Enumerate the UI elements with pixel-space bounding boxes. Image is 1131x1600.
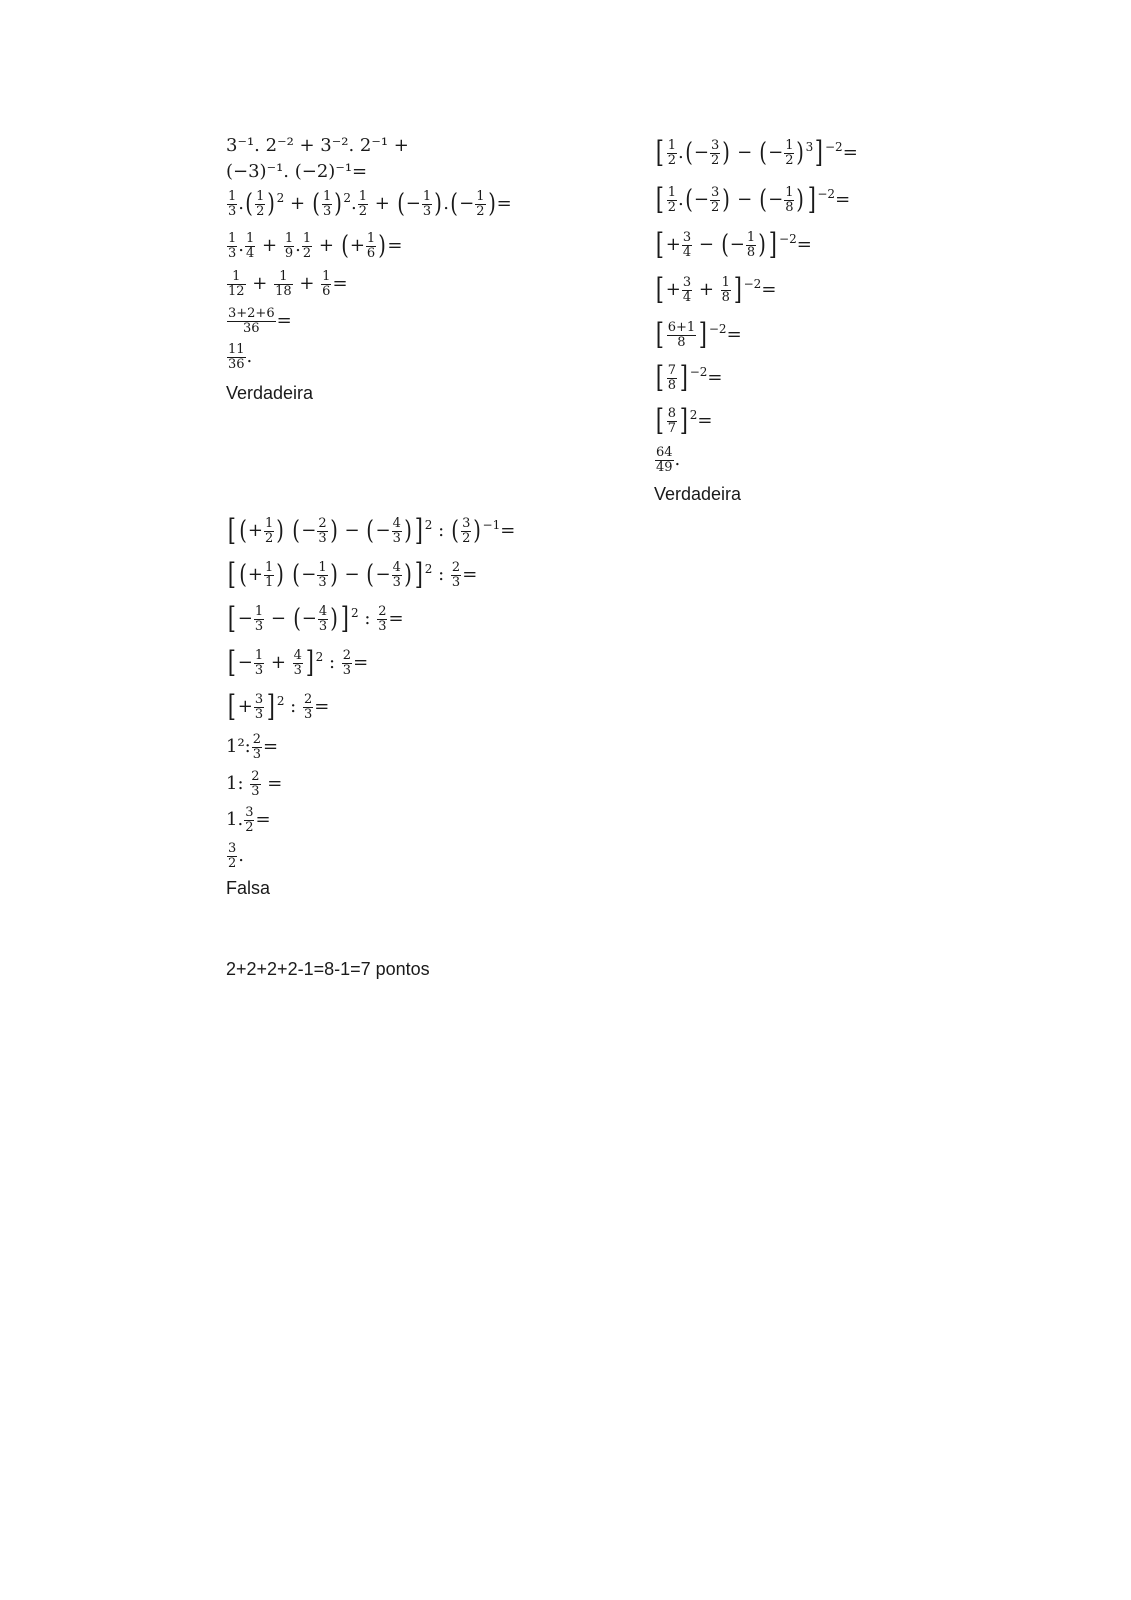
ex1-line-3: $\frac{1}{3}$ .( $\frac{1}{2}$ )$^2$ + ( $\frac{1}{3}$ )$^2$. $\frac{1}{2}$ + (− $\frac{1}{3}$ ).(− $\frac{1}{2}$ )= — [228, 189, 512, 220]
exercise-2 — [654, 130, 884, 510]
ex1-line-1: 3⁻¹. 2⁻² + 3⁻². 2⁻¹ + — [226, 135, 409, 156]
ex1-line-5: $\frac{1}{12}$ + $\frac{1}{18}$ + $\frac{1}{6}$ = — [228, 269, 348, 299]
ex3-line-7: 1: $\frac{2}{3}$ = — [226, 769, 283, 799]
ex3-line-9: $\frac{3}{2}$ . — [228, 841, 245, 871]
score-line: 2+2+2+2-1=8-1=7 pontos — [226, 959, 430, 979]
ex2-line-5: [ $\frac{6+1}{8}$ ] $^{-2}$= — [655, 317, 742, 352]
ex3-verdict: Falsa — [226, 878, 271, 898]
ex3-line-1: [ (+ $\frac{1}{2}$ ) (− $\frac{2}{3}$ ) − (− $\frac{4}{3}$ ) ] $^2$ : ( $\frac{3}{2}$ )$^{-1}$= — [227, 513, 516, 548]
ex2-line-1: [ $\frac{1}{2}$ .(− $\frac{3}{2}$ ) − (− $\frac{1}{2}$ )$^3$] $^{-2}$= — [655, 135, 858, 170]
ex1-line-6: $\frac{3+2+6}{36}$ = — [228, 306, 292, 336]
ex1-line-2: (−3)⁻¹. (−2)⁻¹= — [226, 161, 368, 182]
ex2-verdict: Verdadeira — [654, 484, 742, 504]
ex1-verdict: Verdadeira — [226, 383, 314, 403]
ex1-line-7: $\frac{11}{36}$ . — [228, 342, 253, 372]
ex3-line-6: 1²: $\frac{2}{3}$ = — [226, 732, 279, 762]
ex3-line-4: [− $\frac{1}{3}$ + $\frac{4}{3}$ ] $^2$ : $\frac{2}{3}$ = — [227, 645, 369, 680]
ex2-line-2: [ $\frac{1}{2}$ .(− $\frac{3}{2}$ ) − (− $\frac{1}{8}$ ) ] $^{-2}$= — [655, 182, 851, 217]
ex2-line-3: [+ $\frac{3}{4}$ − (− $\frac{1}{8}$ ) ] $^{-2}$= — [655, 227, 812, 262]
ex3-line-5: [+ $\frac{3}{3}$ ] $^2$ : $\frac{2}{3}$ = — [227, 689, 330, 724]
ex2-line-8: $\frac{64}{49}$ . — [656, 445, 681, 475]
ex2-line-6: [ $\frac{7}{8}$ ] $^{-2}$= — [655, 360, 723, 395]
ex2-line-4: [+ $\frac{3}{4}$ + $\frac{1}{8}$ ] $^{-2}$= — [655, 272, 777, 307]
ex2-line-7: [ $\frac{8}{7}$ ] $^2$= — [655, 403, 713, 438]
ex3-line-3: [− $\frac{1}{3}$ − (− $\frac{4}{3}$ ) ] $^2$ : $\frac{2}{3}$ = — [227, 601, 404, 636]
ex1-line-4: $\frac{1}{3}$ . $\frac{1}{4}$ + $\frac{1}{9}$ . $\frac{1}{2}$ + (+ $\frac{1}{6}$ )= — [228, 231, 403, 262]
ex3-line-8: 1. $\frac{3}{2}$ = — [226, 805, 271, 835]
ex3-line-2: [ (+ $\frac{1}{1}$ ) (− $\frac{1}{3}$ ) − (− $\frac{4}{3}$ ) ] $^2$ : $\frac{2}{3}$ = — [227, 557, 478, 592]
exercise-3 — [226, 508, 546, 898]
exercise-1 — [226, 135, 556, 405]
